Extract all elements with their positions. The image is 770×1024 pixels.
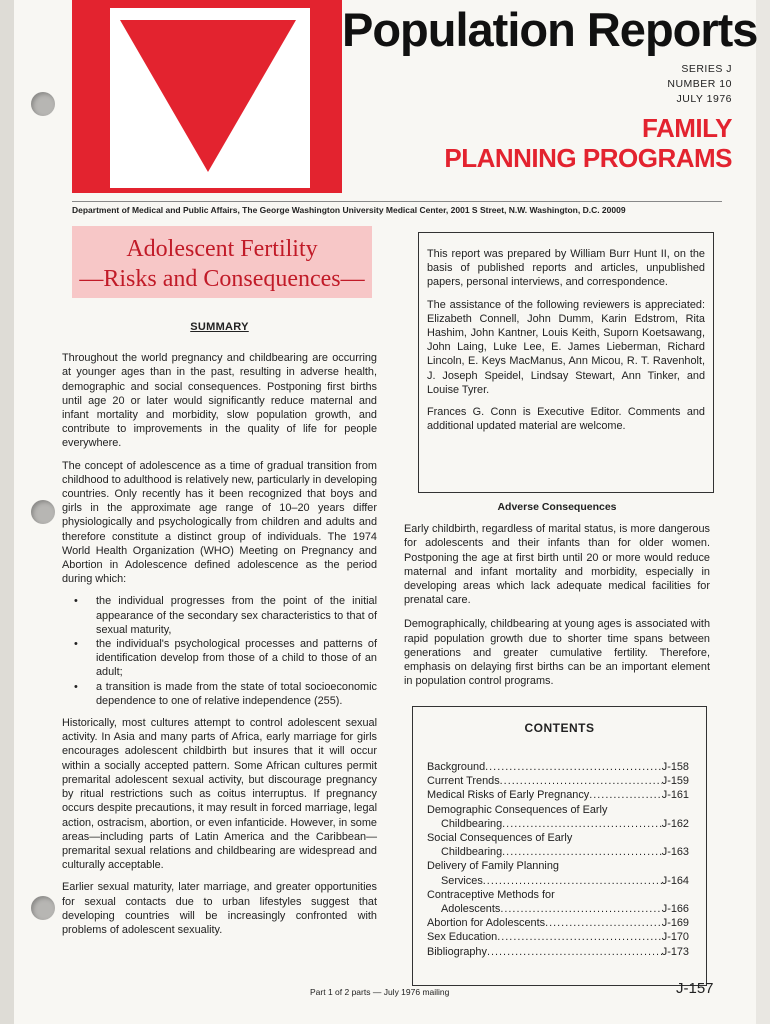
toc-entry[interactable]: Adolescents ..... J-166 <box>427 902 689 916</box>
program-title-line1: FAMILY <box>642 113 732 143</box>
header-divider <box>72 201 722 202</box>
toc-entry[interactable]: Bibliography ..... J-173 <box>427 945 689 959</box>
list-item: • the individual's psychological processes and patterns of identification develop from those of a child to those of an adult; <box>96 637 377 680</box>
credits-box <box>418 232 714 493</box>
adverse-heading: Adverse Consequences <box>497 501 617 513</box>
issue-number: NUMBER 10 <box>667 78 732 90</box>
mailing-note: Part 1 of 2 parts — July 1976 mailing <box>310 987 450 997</box>
toc-entry[interactable]: Delivery of Family Planning <box>427 860 559 873</box>
toc-entry[interactable]: Childbearing ..... J-163 <box>427 845 689 859</box>
punch-hole <box>31 500 55 524</box>
contents-heading: CONTENTS <box>524 721 595 735</box>
toc-entry[interactable]: Social Consequences of Early <box>427 832 573 845</box>
program-title <box>444 113 732 173</box>
report-title-box <box>72 226 372 298</box>
credits-paragraph: This report was prepared by William Burr Hunt II, on the basis of published reports and articles, unpublished papers, personal interviews, and correspondence. <box>427 248 705 289</box>
list-item: • a transition is made from the state of total socioeconomic dependence to one of relative independence (255). <box>96 680 377 708</box>
red-logo-block <box>72 0 342 193</box>
toc-entry[interactable]: Demographic Consequences of Early <box>427 803 608 816</box>
list-item: • the individual progresses from the point of the initial appearance of the secondary sex characteristics to that of sexual maturity, <box>96 594 377 637</box>
toc-entry[interactable]: Contraceptive Methods for <box>427 888 555 901</box>
toc-entry[interactable]: Childbearing ..... J-162 <box>427 817 689 831</box>
summary-paragraph: Earlier sexual maturity, later marriage, and greater opportunities for sexual contacts due to urban lifestyles suggest that developing countries will be increasingly confronted with problems of adolescent sexuality. <box>62 881 377 936</box>
summary-paragraph: The concept of adolescence as a time of gradual transition from childhood to adulthood is relatively new, particularly in developing countries. Only recently has it been recognized that boys and girls in the approximate age range of 10–20 years differ physiologically and psychologically from children and adults and therefore constitute a distinct group of individuals. The 1974 World Health Organization (WHO) Meeting on Pregnancy and Abortion in Adolescence defined adolescence as the period during which: <box>62 459 377 586</box>
page-number: J-157 <box>676 980 714 997</box>
issue-date: JULY 1976 <box>676 93 732 105</box>
toc-entry[interactable]: Sex Education ..... J-170 <box>427 930 689 944</box>
punch-hole <box>31 896 55 920</box>
toc-entry[interactable]: Medical Risks of Early Pregnancy ..... J-161 <box>427 788 689 802</box>
contents-box <box>412 706 707 986</box>
department-line: Department of Medical and Public Affairs, The George Washington University Medical Center, 2001 S Street, N.W. Washington, D.C. 20009 <box>72 205 626 215</box>
punch-hole <box>31 92 55 116</box>
definition-list <box>62 594 377 708</box>
report-title-line2: —Risks and Consequences— <box>79 266 365 292</box>
triangle-logo-icon <box>120 20 296 172</box>
toc-entry[interactable]: Services ..... J-164 <box>427 874 689 888</box>
summary-paragraph: Throughout the world pregnancy and childbearing are occurring at younger ages than in the past, resulting in adverse health, demographic and social consequences. Postponing first births until age 20 or later would significantly reduce maternal and infant mortality and morbidity, slow population growth, and contribute to improvements in the quality of life for people everywhere. <box>62 352 377 450</box>
series-info <box>667 62 732 107</box>
report-title-line1: Adolescent Fertility <box>126 236 318 262</box>
summary-column <box>62 320 377 945</box>
adverse-paragraph: Demographically, childbearing at young ages is associated with rapid population growth due to shorter time spans between generations and greater cumulative fertility. Therefore, emphasis on delaying first births can be an important element in population control programs. <box>404 618 710 688</box>
publication-title: Population Reports <box>342 3 758 56</box>
adverse-paragraph: Early childbirth, regardless of marital status, is more dangerous for adolescents and their infants than for older women. Postponing the age at first birth until 20 or more would reduce maternal and infant mortality and morbidity, especially in developing areas which lack adequate medical facilities for prenatal care. <box>404 523 710 607</box>
toc-entry[interactable]: Abortion for Adolescents ..... J-169 <box>427 916 689 930</box>
toc-entry[interactable]: Current Trends ..... J-159 <box>427 774 689 788</box>
toc-entry[interactable]: Background ..... J-158 <box>427 760 689 774</box>
left-margin-strip <box>0 0 14 1024</box>
summary-heading: SUMMARY <box>190 321 249 333</box>
summary-paragraph: Historically, most cultures attempt to control adolescent sexual activity. In Asia and many parts of Africa, early marriage for girls encourages adolescent childbirth but insures that it will occur within a socially accepted pattern. Some African cultures permit premarital adolescent sexual activity, but discourage pregnancy by ritual restrictions such as coitus interruptus. If pregnancy occurs despite precautions, it may result in forced marriage, legal action, ostracism, abortion, or even infanticide. However, in some areas—including parts of Latin America and the Caribbean—premarital sexual relations and childbearing are widespread and culturally acceptable. <box>62 717 377 872</box>
program-title-line2: PLANNING PROGRAMS <box>444 143 732 173</box>
series-label: SERIES J <box>681 63 732 75</box>
credits-paragraph: The assistance of the following reviewers is appreciated: Elizabeth Connell, John Dumm, Karin Edstrom, Rita Hashim, John Kantner, Louis Keith, Suporn Koetsawang, John Laing, Luke Lee, E. James Lieberman, Richard Lincoln, E. Keys MacManus, Ann Micou, R. T. Ravenholt, J. Joseph Speidel, Lindsay Stewart, Ann Tinker, and Louise Tyrer. <box>427 298 705 396</box>
adverse-consequences-section <box>404 500 710 698</box>
credits-paragraph: Frances G. Conn is Executive Editor. Comments and additional updated material are welcome. <box>427 406 705 433</box>
masthead <box>72 0 758 196</box>
table-of-contents <box>427 760 689 959</box>
